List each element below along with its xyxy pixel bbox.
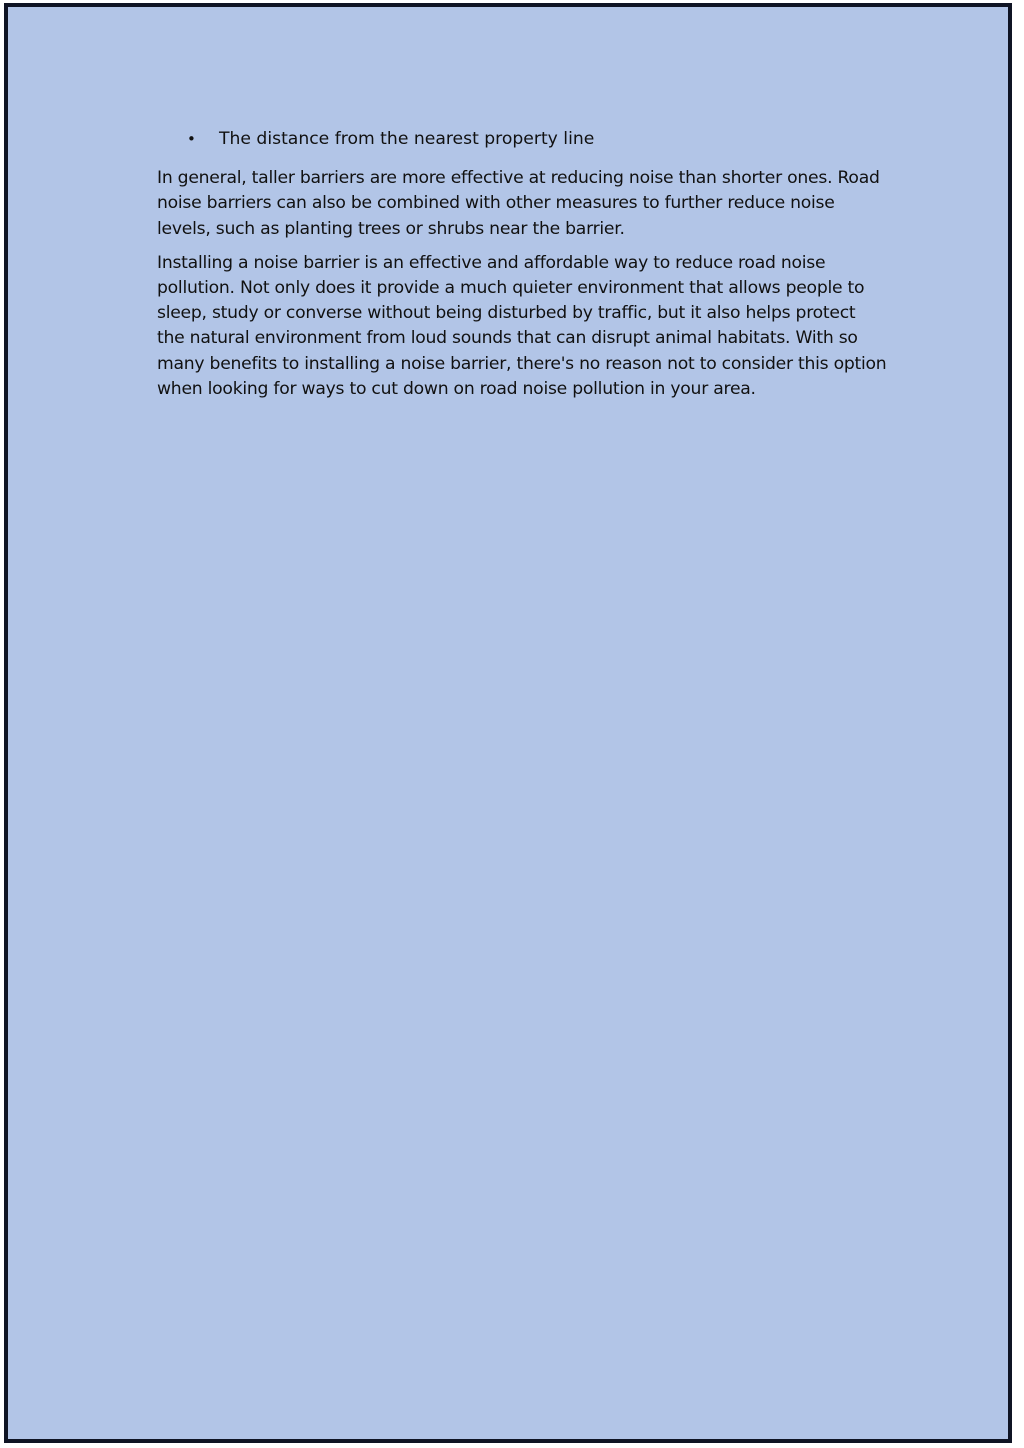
list-item-text: The distance from the nearest property line [219,129,595,149]
paragraph-barrier-height: In general, taller barriers are more effective at reducing noise than shorter ones. Road noise barriers can also be combined with other measures to further reduce noise levels, such as planting trees or shrubs near the barrier. [157,168,880,239]
bullet-list [157,127,887,152]
document-body [157,127,887,411]
document-page [4,3,1012,1443]
list-item [157,127,887,152]
bullet-icon: • [187,130,196,148]
paragraph-installing-barrier: Installing a noise barrier is an effective and affordable way to reduce road noise pollution. Not only does it provide a much quieter environment that allows people to sleep, study or converse without being disturbed by traffic, but it also helps protect the natural environment from loud sounds that can disrupt animal habitats. With so many benefits to installing a noise barrier, there's no reason not to consider this option when looking for ways to cut down on road noise pollution in your area. [157,252,887,399]
